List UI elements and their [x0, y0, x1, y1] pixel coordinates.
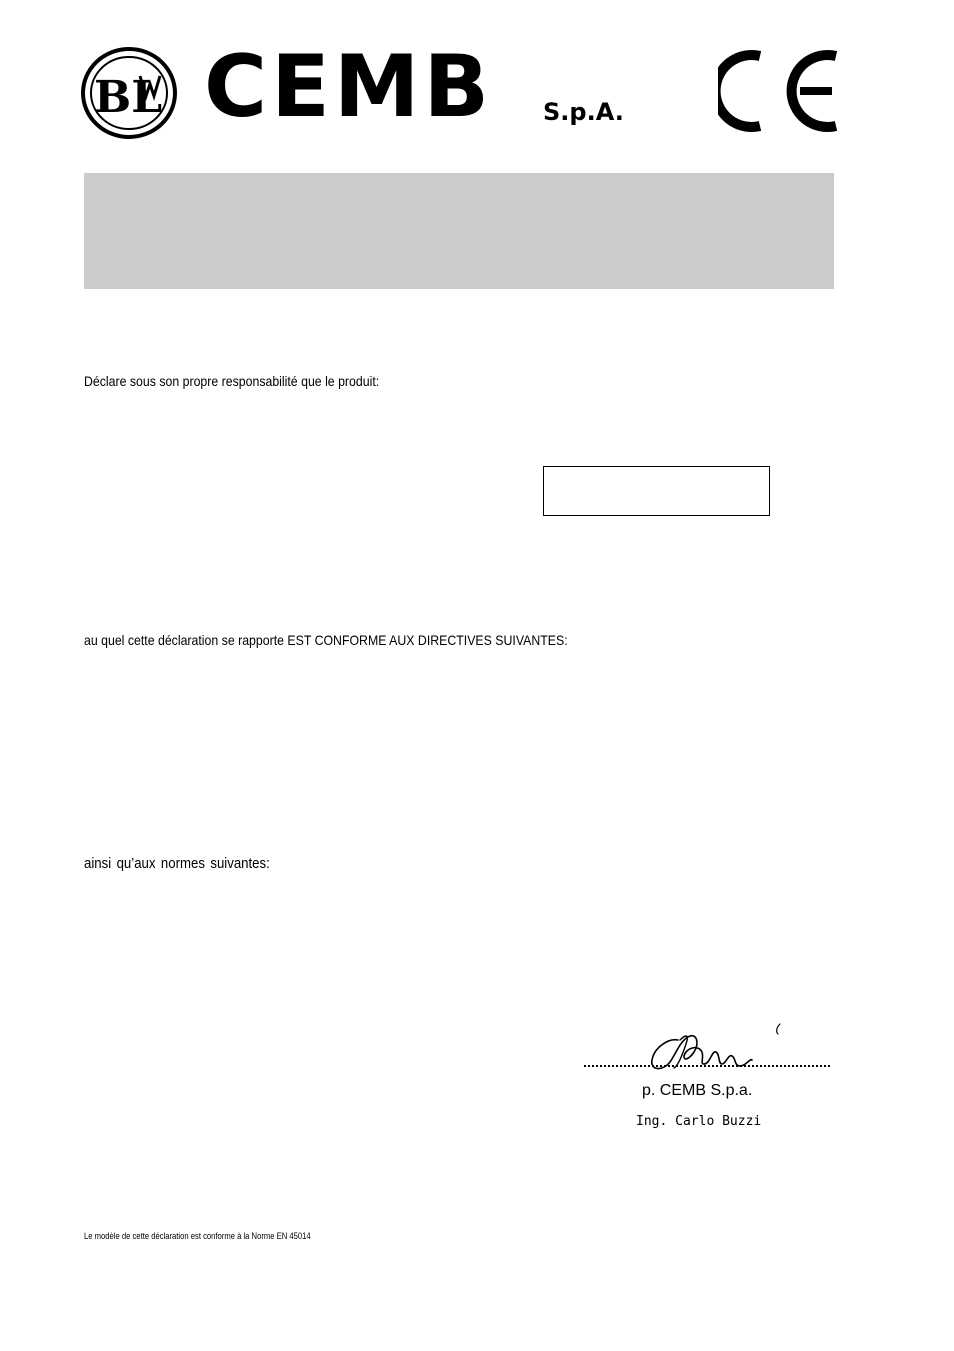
- handwritten-signature: [640, 1018, 790, 1076]
- company-suffix: S.p.A.: [543, 98, 624, 126]
- product-name-box: [543, 466, 770, 516]
- header-grey-band: [84, 173, 834, 289]
- standards-text: ainsi qu’aux normes suivantes:: [84, 855, 270, 872]
- signature-dotted-line: [584, 1065, 830, 1067]
- signatory-company: p. CEMB S.p.a.: [642, 1082, 753, 1099]
- signatory-name: Ing. Carlo Buzzi: [636, 1114, 762, 1129]
- seal-logo-icon: [80, 46, 178, 140]
- svg-text:BL: BL: [94, 72, 163, 123]
- conformity-text: au quel cette déclaration se rapporte EST CONFORME AUX DIRECTIVES SUIVANTES:: [84, 632, 568, 648]
- footer-note: Le modèle de cette déclaration est conforme à la Norme EN 45014: [84, 1231, 311, 1241]
- company-logo-wordmark: CEMB: [204, 37, 493, 137]
- declaration-text: Déclare sous son propre responsabilité que le produit:: [84, 373, 380, 389]
- ce-mark-icon: [718, 48, 840, 134]
